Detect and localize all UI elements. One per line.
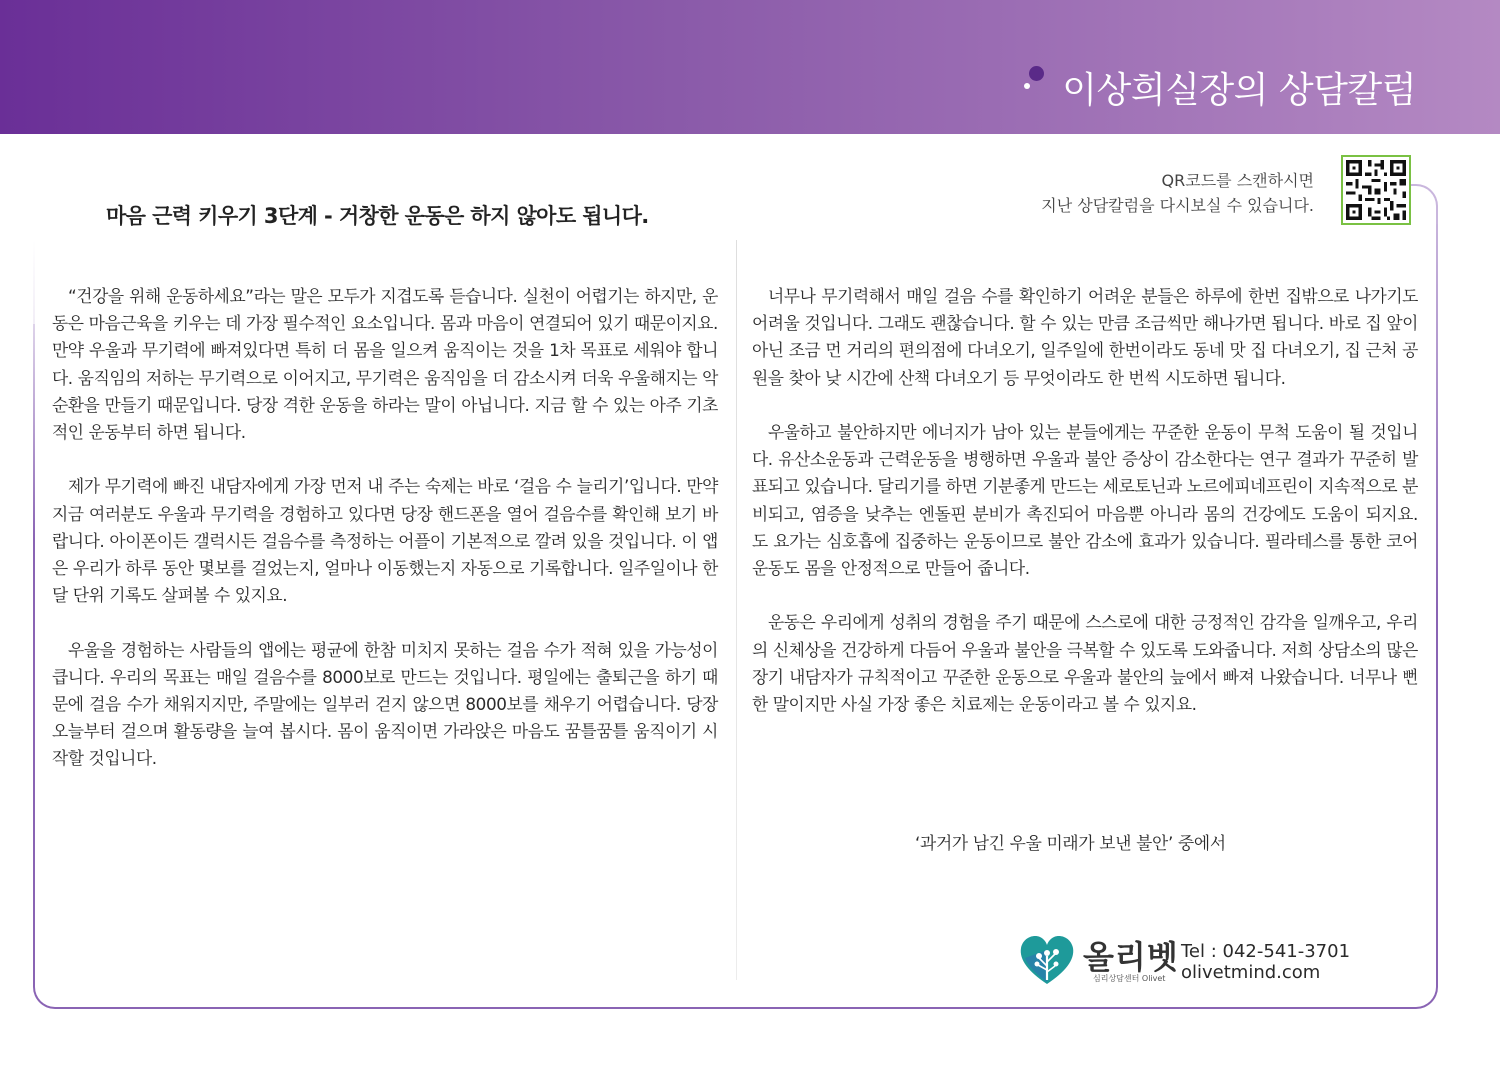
bullet-dot-small-icon <box>1024 83 1030 89</box>
article-paragraph: 우울하고 불안하지만 에너지가 남아 있는 분들에게는 꾸준한 운동이 무척 도움이 될 것입니다. 유산소운동과 근력운동을 병행하면 우울과 불안 증상이 감소한다는 연구 결과가 꾸준히 발표되고 있습니다. 달리기를 하면 기분좋게 만드는 세로토닌과 노르에피네프린이 지속적으로 분비되고, 염증을 낮추는 엔돌핀 분비가 촉진되어 마음뿐 아니라 몸의 건강에도 도움이 되지요. 도 요가는 심호흡에 집중하는 운동이므로 불안 감소에 효과가 있습니다. 필라테스를 통한 코어 운동도 몸을 안정적으로 만들어 줍니다. <box>752 422 1418 579</box>
article-paragraph: “건강을 위해 운동하세요”라는 말은 모두가 지겹도록 듣습니다. 실천이 어렵기는 하지만, 운동은 마음근육을 키우는 데 가장 필수적인 요소입니다. 몸과 마음이 연결되어 있기 때문이지요. 만약 우울과 무기력에 빠져있다면 특히 더 몸을 일으켜 움직이는 것을 1차 목표로 세워야 합니다. 움직임의 저하는 무기력으로 이어지고, 무기력은 움직임을 더 감소시켜 더욱 우울해지는 악순환을 만들기 때문입니다. 당장 격한 운동을 하라는 말이 아닙니다. 지금 할 수 있는 아주 기초적인 운동부터 하면 됩니다. <box>52 286 718 443</box>
bullet-dot-icon <box>1029 66 1044 81</box>
column-series-title: 이상희실장의 상담칼럼 <box>1062 70 1416 111</box>
article-paragraph: 우울을 경험하는 사람들의 앱에는 평균에 한참 미치지 못하는 걸음 수가 적혀 있을 가능성이 큽니다. 우리의 목표는 매일 걸음수를 8000보로 만드는 것입니다. 평일에는 출퇴근을 하기 때문에 걸음 수가 채워지지만, 주말에는 일부러 걷지 않으면 8000보를 채우기 어렵습니다. 당장 오늘부터 걸으며 활동량을 늘여 봅시다. 몸이 움직이면 가라앉은 마음도 꿈틀꿈틀 움직이기 시작할 것입니다. <box>52 639 718 769</box>
article-left-column <box>52 283 718 800</box>
header-banner <box>0 0 1500 134</box>
article-paragraph: 제가 무기력에 빠진 내담자에게 가장 먼저 내 주는 숙제는 바로 ‘걸음 수 늘리기’입니다. 만약 지금 여러분도 우울과 무기력을 경험하고 있다면 당장 핸드폰을 열어 걸음수를 확인해 보기 바랍니다. 아이폰이든 갤럭시든 걸음수를 측정하는 어플이 기본적으로 깔려 있을 것입니다. 이 앱은 우리가 하루 동안 몇보를 걸었는지, 얼마나 이동했는지 자동으로 기록합니다. 일주일이나 한달 단위 기록도 살펴볼 수 있지요. <box>52 476 718 606</box>
brand-subtitle: 심리상담센터 Olivet <box>1093 974 1166 983</box>
article-paragraph: 운동은 우리에게 성취의 경험을 주기 때문에 스스로에 대한 긍정적인 감각을 일깨우고, 우리의 신체상을 건강하게 다듬어 우울과 불안을 극복할 수 있도록 도와줍니다. 저희 상담소의 많은 장기 내담자가 규칙적이고 꾸준한 운동으로 우울과 불안의 늪에서 빠져 나왔습니다. 너무나 뻔한 말이지만 사실 가장 좋은 치료제는 운동이라고 볼 수 있지요. <box>752 612 1418 715</box>
contact-phone: Tel : 042-541-3701 <box>1181 941 1351 962</box>
brand-name: 올리벳 <box>1083 938 1179 976</box>
article-right-column <box>752 283 1418 745</box>
article-title: 마음 근력 키우기 3단계 - 거창한 운동은 하지 않아도 됩니다. <box>106 204 649 228</box>
article-paragraph: 너무나 무기력해서 매일 걸음 수를 확인하기 어려운 분들은 하루에 한번 집밖으로 나가기도 어려울 것입니다. 그래도 괜찮습니다. 할 수 있는 만큼 조금씩만 해나가면 됩니다. 바로 집 앞이 아닌 조금 먼 거리의 편의점에 다녀오기, 일주일에 한번이라도 동네 맛 집 다녀오기, 집 근처 공원을 찾아 낮 시간에 산책 다녀오기 등 무엇이라도 한 번씩 시도하면 됩니다. <box>752 286 1418 388</box>
qr-instruction-line-1: QR코드를 스캔하시면 <box>1161 171 1314 190</box>
qr-code-icon[interactable] <box>1341 155 1411 225</box>
qr-instructions <box>1041 168 1314 218</box>
contact-website[interactable]: olivetmind.com <box>1181 962 1321 983</box>
column-divider <box>736 240 737 980</box>
qr-instruction-line-2: 지난 상담칼럼을 다시보실 수 있습니다. <box>1041 196 1314 215</box>
book-source: ‘과거가 남긴 우울 미래가 보낸 불안’ 중에서 <box>915 833 1226 853</box>
olivet-heart-tree-logo-icon <box>1019 932 1075 986</box>
